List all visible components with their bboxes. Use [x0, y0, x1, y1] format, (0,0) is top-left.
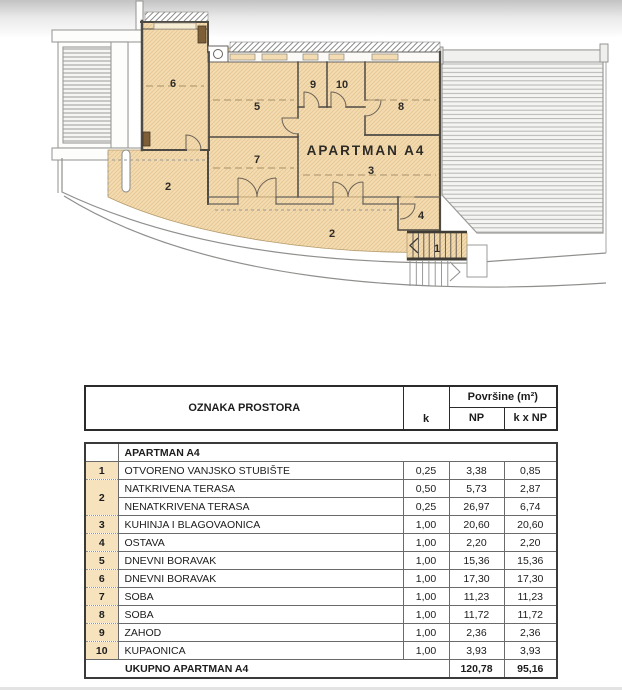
row-name: SOBA — [118, 588, 403, 606]
table-row: 9 ZAHOD 1,00 2,36 2,36 — [85, 624, 557, 642]
table-row: NENATKRIVENA TERASA 0,25 26,97 6,74 — [85, 498, 557, 516]
room-6-label: 6 — [169, 78, 177, 90]
table-row: 3 KUHINJA I BLAGOVAONICA 1,00 20,60 20,60 — [85, 516, 557, 534]
room-7-label: 7 — [253, 154, 261, 166]
col-header-k: k — [403, 386, 449, 430]
table-row: 8 SOBA 1,00 11,72 11,72 — [85, 606, 557, 624]
table-row: 10 KUPAONICA 1,00 3,93 3,93 — [85, 642, 557, 660]
table-row: 4 OSTAVA 1,00 2,20 2,20 — [85, 534, 557, 552]
room-4-label: 4 — [417, 210, 425, 222]
row-name: OTVORENO VANJSKO STUBIŠTE — [118, 462, 403, 480]
row-name: SOBA — [118, 606, 403, 624]
row-name: DNEVNI BORAVAK — [118, 570, 403, 588]
col-header-povrsine: Površine (m²) — [449, 386, 557, 407]
table-row: 2 NATKRIVENA TERASA 0,50 5,73 2,87 — [85, 480, 557, 498]
row-name: NATKRIVENA TERASA — [118, 480, 403, 498]
table-row: 1 OTVORENO VANJSKO STUBIŠTE 0,25 3,38 0,85 — [85, 462, 557, 480]
room-8-label: 8 — [397, 101, 405, 113]
total-kxnp: 95,16 — [504, 660, 557, 679]
total-row — [85, 660, 557, 679]
room-10-label: 10 — [335, 79, 349, 91]
row-name: KUHINJA I BLAGOVAONICA — [118, 516, 403, 534]
row-name: NENATKRIVENA TERASA — [118, 498, 403, 516]
table-body — [84, 442, 558, 679]
apartment-title-label: APARTMAN A4 — [306, 143, 426, 158]
total-label: UKUPNO APARTMAN A4 — [85, 660, 449, 679]
right-roof-area — [436, 44, 608, 233]
area-table-block — [84, 385, 556, 679]
room-5-label: 5 — [253, 101, 261, 113]
col-header-oznaka: OZNAKA PROSTORA — [85, 386, 403, 430]
floor-plan-drawing — [0, 0, 622, 320]
section-row — [85, 443, 557, 462]
room-3-label: 3 — [367, 165, 375, 177]
table-header — [84, 385, 558, 431]
table-row: 7 SOBA 1,00 11,23 11,23 — [85, 588, 557, 606]
table-row: 6 DNEVNI BORAVAK 1,00 17,30 17,30 — [85, 570, 557, 588]
row-name: DNEVNI BORAVAK — [118, 552, 403, 570]
row-name: OSTAVA — [118, 534, 403, 552]
col-header-np: NP — [449, 407, 504, 430]
terrace-2-label-left: 2 — [164, 181, 172, 193]
row-name: ZAHOD — [118, 624, 403, 642]
section-title: APARTMAN A4 — [118, 443, 557, 462]
room-9-label: 9 — [309, 79, 317, 91]
row-name: KUPAONICA — [118, 642, 403, 660]
col-header-kxnp: k x NP — [504, 407, 557, 430]
table-row: 5 DNEVNI BORAVAK 1,00 15,36 15,36 — [85, 552, 557, 570]
terrace-2-label-bottom: 2 — [328, 228, 336, 240]
stairs-1-label: 1 — [433, 243, 441, 255]
total-np: 120,78 — [449, 660, 504, 679]
